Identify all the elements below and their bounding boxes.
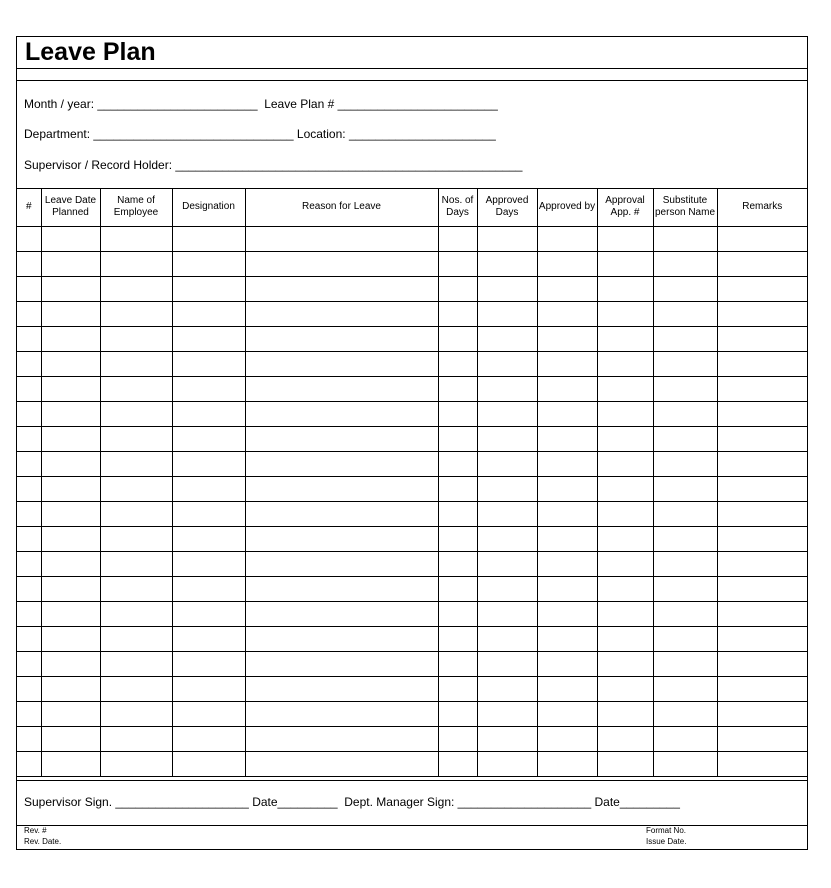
table-cell[interactable] bbox=[717, 376, 807, 401]
table-cell[interactable] bbox=[717, 351, 807, 376]
table-cell[interactable] bbox=[245, 526, 438, 551]
table-cell[interactable] bbox=[537, 626, 597, 651]
table-cell[interactable] bbox=[172, 376, 245, 401]
column-header: Approved Days bbox=[477, 189, 537, 226]
table-cell[interactable] bbox=[653, 301, 717, 326]
table-cell[interactable] bbox=[245, 701, 438, 726]
table-cell[interactable] bbox=[245, 351, 438, 376]
table-cell[interactable] bbox=[597, 426, 653, 451]
table-cell[interactable] bbox=[438, 251, 477, 276]
table-cell[interactable] bbox=[653, 576, 717, 601]
table-cell[interactable] bbox=[245, 326, 438, 351]
table-cell[interactable] bbox=[438, 226, 477, 251]
table-cell[interactable] bbox=[245, 251, 438, 276]
table-cell[interactable] bbox=[41, 401, 100, 426]
table-cell[interactable] bbox=[41, 626, 100, 651]
table-cell[interactable] bbox=[537, 276, 597, 301]
column-header: Reason for Leave bbox=[245, 189, 438, 226]
table-cell[interactable] bbox=[245, 301, 438, 326]
leave-table bbox=[17, 189, 807, 777]
table-cell[interactable] bbox=[653, 326, 717, 351]
table-cell[interactable] bbox=[717, 551, 807, 576]
table-cell[interactable] bbox=[100, 551, 172, 576]
table-cell[interactable] bbox=[597, 401, 653, 426]
column-header: Designation bbox=[172, 189, 245, 226]
table-cell[interactable] bbox=[438, 651, 477, 676]
table-cell[interactable] bbox=[245, 226, 438, 251]
table-cell[interactable] bbox=[100, 426, 172, 451]
table-cell[interactable] bbox=[597, 301, 653, 326]
table-cell[interactable] bbox=[438, 501, 477, 526]
table-cell[interactable] bbox=[537, 551, 597, 576]
table-cell[interactable] bbox=[17, 326, 41, 351]
table-cell[interactable] bbox=[245, 376, 438, 401]
table-cell[interactable] bbox=[537, 526, 597, 551]
table-cell[interactable] bbox=[41, 226, 100, 251]
table-cell[interactable] bbox=[717, 226, 807, 251]
table-row bbox=[17, 301, 807, 326]
table-cell[interactable] bbox=[17, 651, 41, 676]
table-cell[interactable] bbox=[17, 351, 41, 376]
table-cell[interactable] bbox=[537, 651, 597, 676]
table-cell[interactable] bbox=[17, 601, 41, 626]
table-row bbox=[17, 651, 807, 676]
table-cell[interactable] bbox=[245, 501, 438, 526]
table-cell[interactable] bbox=[17, 426, 41, 451]
table-cell[interactable] bbox=[438, 676, 477, 701]
table-cell[interactable] bbox=[245, 726, 438, 751]
table-cell[interactable] bbox=[653, 751, 717, 776]
table-cell[interactable] bbox=[100, 601, 172, 626]
table-cell[interactable] bbox=[172, 251, 245, 276]
table-cell[interactable] bbox=[100, 351, 172, 376]
table-cell[interactable] bbox=[438, 701, 477, 726]
column-header: Approval App. # bbox=[597, 189, 653, 226]
table-cell[interactable] bbox=[172, 326, 245, 351]
table-cell[interactable] bbox=[537, 251, 597, 276]
table-cell[interactable] bbox=[245, 576, 438, 601]
column-header: Nos. of Days bbox=[438, 189, 477, 226]
table-cell[interactable] bbox=[17, 701, 41, 726]
table-cell[interactable] bbox=[653, 276, 717, 301]
table-cell[interactable] bbox=[172, 476, 245, 501]
table-cell[interactable] bbox=[717, 701, 807, 726]
table-cell[interactable] bbox=[597, 326, 653, 351]
table-row bbox=[17, 676, 807, 701]
table-cell[interactable] bbox=[477, 301, 537, 326]
table-cell[interactable] bbox=[172, 401, 245, 426]
table-cell[interactable] bbox=[100, 401, 172, 426]
format-number-label: Format No. bbox=[646, 826, 687, 835]
table-cell[interactable] bbox=[717, 626, 807, 651]
table-cell[interactable] bbox=[438, 601, 477, 626]
table-cell[interactable] bbox=[17, 476, 41, 501]
table-cell[interactable] bbox=[597, 601, 653, 626]
table-cell[interactable] bbox=[597, 576, 653, 601]
department-field[interactable]: Department: ______________________________ Location: ______________________ bbox=[24, 127, 496, 141]
table-cell[interactable] bbox=[537, 726, 597, 751]
table-cell[interactable] bbox=[653, 526, 717, 551]
table-cell[interactable] bbox=[477, 676, 537, 701]
table-cell[interactable] bbox=[537, 326, 597, 351]
table-cell[interactable] bbox=[17, 251, 41, 276]
column-header: # bbox=[17, 189, 41, 226]
table-row bbox=[17, 576, 807, 601]
table-cell[interactable] bbox=[245, 451, 438, 476]
table-cell[interactable] bbox=[172, 551, 245, 576]
table-row bbox=[17, 601, 807, 626]
table-cell[interactable] bbox=[477, 226, 537, 251]
table-body bbox=[17, 226, 807, 776]
month-year-field[interactable]: Month / year: ________________________ Leave Plan # ________________________ bbox=[24, 97, 498, 111]
table-cell[interactable] bbox=[717, 601, 807, 626]
table-cell[interactable] bbox=[17, 501, 41, 526]
table-cell[interactable] bbox=[41, 726, 100, 751]
column-header: Remarks bbox=[717, 189, 807, 226]
table-row bbox=[17, 401, 807, 426]
table-cell[interactable] bbox=[172, 501, 245, 526]
table-row bbox=[17, 551, 807, 576]
table-cell[interactable] bbox=[438, 376, 477, 401]
table-cell[interactable] bbox=[100, 576, 172, 601]
table-cell[interactable] bbox=[477, 626, 537, 651]
column-header: Substitute person Name bbox=[653, 189, 717, 226]
table-cell[interactable] bbox=[172, 526, 245, 551]
table-cell[interactable] bbox=[100, 476, 172, 501]
table-cell[interactable] bbox=[172, 301, 245, 326]
table-cell[interactable] bbox=[100, 251, 172, 276]
table-cell[interactable] bbox=[537, 351, 597, 376]
table-row bbox=[17, 701, 807, 726]
table-cell[interactable] bbox=[597, 501, 653, 526]
table-cell[interactable] bbox=[653, 501, 717, 526]
table-cell[interactable] bbox=[653, 551, 717, 576]
table-row bbox=[17, 476, 807, 501]
table-cell[interactable] bbox=[537, 576, 597, 601]
table-cell[interactable] bbox=[172, 751, 245, 776]
table-cell[interactable] bbox=[717, 326, 807, 351]
table-cell[interactable] bbox=[537, 301, 597, 326]
table-cell[interactable] bbox=[717, 501, 807, 526]
table-cell[interactable] bbox=[653, 451, 717, 476]
table-cell[interactable] bbox=[438, 276, 477, 301]
table-cell[interactable] bbox=[245, 276, 438, 301]
table-cell[interactable] bbox=[653, 376, 717, 401]
table-cell[interactable] bbox=[653, 676, 717, 701]
issue-date-label: Issue Date. bbox=[646, 837, 687, 846]
table-cell[interactable] bbox=[597, 276, 653, 301]
table-cell[interactable] bbox=[438, 326, 477, 351]
table-row bbox=[17, 351, 807, 376]
table-cell[interactable] bbox=[597, 526, 653, 551]
table-cell[interactable] bbox=[717, 576, 807, 601]
table-cell[interactable] bbox=[537, 501, 597, 526]
table-cell[interactable] bbox=[41, 426, 100, 451]
table-cell[interactable] bbox=[41, 501, 100, 526]
table-cell[interactable] bbox=[41, 476, 100, 501]
signature-footer bbox=[17, 780, 807, 826]
table-cell[interactable] bbox=[100, 526, 172, 551]
table-cell[interactable] bbox=[653, 251, 717, 276]
table-cell[interactable] bbox=[41, 701, 100, 726]
table-cell[interactable] bbox=[172, 676, 245, 701]
table-cell[interactable] bbox=[438, 426, 477, 451]
table-cell[interactable] bbox=[477, 251, 537, 276]
column-header: Leave Date Planned bbox=[41, 189, 100, 226]
table-cell[interactable] bbox=[597, 451, 653, 476]
table-cell[interactable] bbox=[41, 526, 100, 551]
table-cell[interactable] bbox=[537, 226, 597, 251]
table-cell[interactable] bbox=[477, 376, 537, 401]
table-cell[interactable] bbox=[100, 301, 172, 326]
table-cell[interactable] bbox=[537, 676, 597, 701]
table-cell[interactable] bbox=[245, 676, 438, 701]
table-cell[interactable] bbox=[653, 426, 717, 451]
rev-date-label: Rev. Date. bbox=[24, 837, 62, 846]
table-cell[interactable] bbox=[477, 351, 537, 376]
table-cell[interactable] bbox=[41, 576, 100, 601]
table-cell[interactable] bbox=[41, 376, 100, 401]
table-cell[interactable] bbox=[17, 376, 41, 401]
header-fields bbox=[17, 81, 807, 189]
table-cell[interactable] bbox=[717, 451, 807, 476]
table-cell[interactable] bbox=[477, 426, 537, 451]
table-cell[interactable] bbox=[477, 401, 537, 426]
table-cell[interactable] bbox=[477, 326, 537, 351]
table-cell[interactable] bbox=[653, 726, 717, 751]
table-cell[interactable] bbox=[172, 701, 245, 726]
table-cell[interactable] bbox=[17, 676, 41, 701]
table-cell[interactable] bbox=[597, 226, 653, 251]
table-cell[interactable] bbox=[100, 226, 172, 251]
table-row bbox=[17, 451, 807, 476]
table-cell[interactable] bbox=[41, 451, 100, 476]
table-cell[interactable] bbox=[717, 751, 807, 776]
table-cell[interactable] bbox=[100, 376, 172, 401]
table-cell[interactable] bbox=[653, 476, 717, 501]
page-title: Leave Plan bbox=[25, 38, 156, 66]
table-cell[interactable] bbox=[717, 676, 807, 701]
table-header-row bbox=[17, 189, 807, 226]
table-cell[interactable] bbox=[438, 576, 477, 601]
column-header: Approved by bbox=[537, 189, 597, 226]
table-row bbox=[17, 251, 807, 276]
table-cell[interactable] bbox=[477, 651, 537, 676]
table-cell[interactable] bbox=[17, 726, 41, 751]
table-cell[interactable] bbox=[597, 476, 653, 501]
table-cell[interactable] bbox=[245, 626, 438, 651]
table-cell[interactable] bbox=[245, 601, 438, 626]
table-cell[interactable] bbox=[17, 401, 41, 426]
table-cell[interactable] bbox=[438, 451, 477, 476]
table-row bbox=[17, 526, 807, 551]
table-cell[interactable] bbox=[172, 576, 245, 601]
table-cell[interactable] bbox=[717, 476, 807, 501]
signature-line[interactable]: Supervisor Sign. ____________________ Date_________ Dept. Manager Sign: ____________________ Date_________ bbox=[24, 795, 680, 809]
table-cell[interactable] bbox=[17, 301, 41, 326]
table-cell[interactable] bbox=[477, 751, 537, 776]
column-header: Name of Employee bbox=[100, 189, 172, 226]
table-cell[interactable] bbox=[597, 351, 653, 376]
table-cell[interactable] bbox=[41, 676, 100, 701]
table-cell[interactable] bbox=[245, 751, 438, 776]
table-cell[interactable] bbox=[477, 501, 537, 526]
table-cell[interactable] bbox=[172, 726, 245, 751]
table-row bbox=[17, 751, 807, 776]
table-cell[interactable] bbox=[245, 426, 438, 451]
table-cell[interactable] bbox=[100, 626, 172, 651]
table-cell[interactable] bbox=[537, 376, 597, 401]
table-cell[interactable] bbox=[172, 451, 245, 476]
table-cell[interactable] bbox=[41, 651, 100, 676]
table-cell[interactable] bbox=[653, 401, 717, 426]
table-cell[interactable] bbox=[438, 726, 477, 751]
table-cell[interactable] bbox=[477, 576, 537, 601]
table-cell[interactable] bbox=[438, 751, 477, 776]
table-cell[interactable] bbox=[41, 551, 100, 576]
table-cell[interactable] bbox=[717, 526, 807, 551]
table-row bbox=[17, 426, 807, 451]
table-cell[interactable] bbox=[41, 351, 100, 376]
table-cell[interactable] bbox=[717, 401, 807, 426]
table-cell[interactable] bbox=[477, 451, 537, 476]
table-cell[interactable] bbox=[438, 476, 477, 501]
table-cell[interactable] bbox=[717, 426, 807, 451]
table-cell[interactable] bbox=[653, 701, 717, 726]
table-cell[interactable] bbox=[717, 651, 807, 676]
table-cell[interactable] bbox=[100, 451, 172, 476]
table-cell[interactable] bbox=[597, 651, 653, 676]
table-row bbox=[17, 376, 807, 401]
table-cell[interactable] bbox=[717, 251, 807, 276]
table-cell[interactable] bbox=[537, 751, 597, 776]
table-cell[interactable] bbox=[537, 426, 597, 451]
table-cell[interactable] bbox=[41, 251, 100, 276]
table-cell[interactable] bbox=[537, 451, 597, 476]
table-cell[interactable] bbox=[477, 726, 537, 751]
rev-number-label: Rev. # bbox=[24, 826, 47, 835]
table-cell[interactable] bbox=[100, 651, 172, 676]
table-cell[interactable] bbox=[438, 301, 477, 326]
spacer-row bbox=[17, 69, 807, 81]
table-cell[interactable] bbox=[17, 626, 41, 651]
table-row bbox=[17, 626, 807, 651]
table-cell[interactable] bbox=[100, 326, 172, 351]
table-cell[interactable] bbox=[717, 276, 807, 301]
table-cell[interactable] bbox=[653, 626, 717, 651]
table-cell[interactable] bbox=[245, 476, 438, 501]
table-cell[interactable] bbox=[41, 751, 100, 776]
table-cell[interactable] bbox=[100, 701, 172, 726]
table-cell[interactable] bbox=[597, 626, 653, 651]
table-cell[interactable] bbox=[100, 726, 172, 751]
table-cell[interactable] bbox=[597, 676, 653, 701]
table-cell[interactable] bbox=[597, 551, 653, 576]
table-cell[interactable] bbox=[172, 426, 245, 451]
table-row bbox=[17, 501, 807, 526]
table-cell[interactable] bbox=[17, 451, 41, 476]
table-cell[interactable] bbox=[245, 401, 438, 426]
table-cell[interactable] bbox=[537, 476, 597, 501]
table-cell[interactable] bbox=[597, 701, 653, 726]
table-cell[interactable] bbox=[172, 226, 245, 251]
table-cell[interactable] bbox=[41, 301, 100, 326]
table-cell[interactable] bbox=[477, 701, 537, 726]
table-cell[interactable] bbox=[17, 276, 41, 301]
table-cell[interactable] bbox=[17, 551, 41, 576]
table-cell[interactable] bbox=[438, 351, 477, 376]
table-cell[interactable] bbox=[653, 226, 717, 251]
table-cell[interactable] bbox=[537, 401, 597, 426]
table-cell[interactable] bbox=[100, 751, 172, 776]
leave-plan-form bbox=[16, 36, 808, 850]
table-cell[interactable] bbox=[477, 601, 537, 626]
table-cell[interactable] bbox=[17, 526, 41, 551]
table-cell[interactable] bbox=[597, 376, 653, 401]
table-cell[interactable] bbox=[438, 551, 477, 576]
table-cell[interactable] bbox=[653, 651, 717, 676]
table-cell[interactable] bbox=[438, 401, 477, 426]
table-cell[interactable] bbox=[477, 276, 537, 301]
title-row bbox=[17, 37, 807, 69]
table-cell[interactable] bbox=[172, 626, 245, 651]
table-cell[interactable] bbox=[172, 276, 245, 301]
table-cell[interactable] bbox=[100, 276, 172, 301]
table-cell[interactable] bbox=[245, 651, 438, 676]
table-cell[interactable] bbox=[100, 501, 172, 526]
table-cell[interactable] bbox=[41, 276, 100, 301]
table-cell[interactable] bbox=[438, 526, 477, 551]
table-row bbox=[17, 326, 807, 351]
table-cell[interactable] bbox=[172, 351, 245, 376]
table-cell[interactable] bbox=[537, 701, 597, 726]
table-cell[interactable] bbox=[477, 551, 537, 576]
table-cell[interactable] bbox=[597, 726, 653, 751]
table-cell[interactable] bbox=[172, 601, 245, 626]
table-row bbox=[17, 226, 807, 251]
supervisor-field[interactable]: Supervisor / Record Holder: ____________________________________________________ bbox=[24, 158, 523, 172]
table-cell[interactable] bbox=[477, 476, 537, 501]
table-cell[interactable] bbox=[245, 551, 438, 576]
table-cell[interactable] bbox=[41, 326, 100, 351]
table-cell[interactable] bbox=[41, 601, 100, 626]
table-row bbox=[17, 726, 807, 751]
table-row bbox=[17, 276, 807, 301]
table-cell[interactable] bbox=[597, 251, 653, 276]
table-cell[interactable] bbox=[717, 301, 807, 326]
table-cell[interactable] bbox=[477, 526, 537, 551]
table-cell[interactable] bbox=[172, 651, 245, 676]
table-cell[interactable] bbox=[438, 626, 477, 651]
table-cell[interactable] bbox=[653, 601, 717, 626]
table-cell[interactable] bbox=[17, 751, 41, 776]
table-cell[interactable] bbox=[537, 601, 597, 626]
table-cell[interactable] bbox=[653, 351, 717, 376]
table-cell[interactable] bbox=[597, 751, 653, 776]
table-cell[interactable] bbox=[17, 226, 41, 251]
table-cell[interactable] bbox=[717, 726, 807, 751]
table-cell[interactable] bbox=[17, 576, 41, 601]
table-cell[interactable] bbox=[100, 676, 172, 701]
